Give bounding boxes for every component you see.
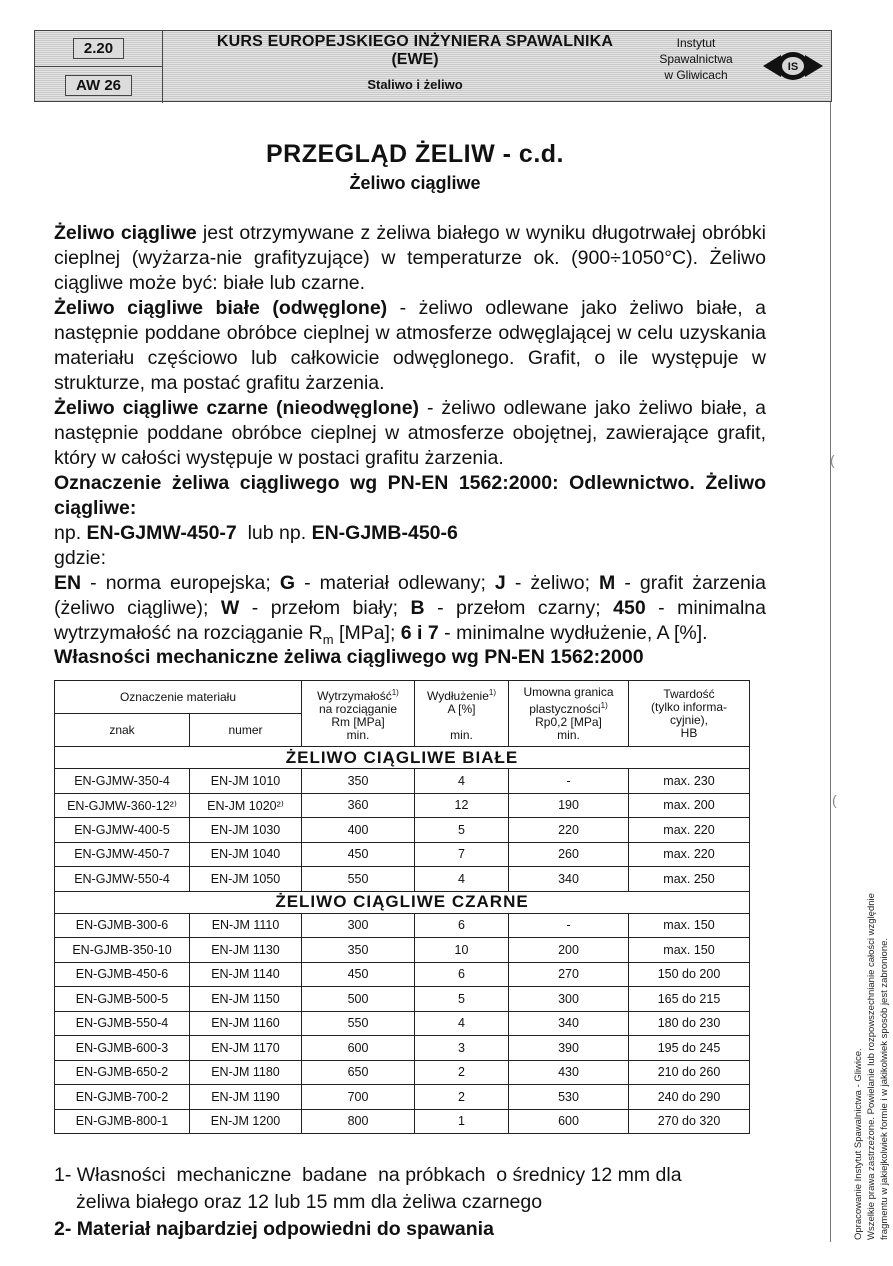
body-text (54, 221, 766, 652)
designation-legend: EN - norma europejska; G - materiał odlewany; J - żeliwo; M - grafit żarzenia (żeliwo ciągliwe); W - przełom biały; B - przełom czarny; 450 - minimalna wytrzymałość na rozciąganie $R_m$ [MPa]; 6 i 7 - minimalne wydłużenie, A [%]. (54, 572, 767, 647)
page-subtitle: Żeliwo ciągliwe (349, 173, 481, 193)
table-cell: 450 (302, 962, 415, 987)
table-cell: - (509, 913, 629, 938)
table-cell: max. 230 (629, 769, 750, 794)
properties-table (54, 680, 750, 1134)
table-cell: max. 200 (629, 793, 750, 818)
table-cell: EN-GJMB-450-6 (55, 962, 190, 987)
table-cell: max. 150 (629, 913, 750, 938)
course-title: KURS EUROPEJSKIEGO INŻYNIERA SPAWALNIKA (216, 33, 614, 50)
table-cell: 300 (509, 987, 629, 1012)
table-row (55, 987, 750, 1012)
table-cell: EN-GJMW-400-5 (55, 818, 190, 843)
table-cell: 2 (415, 1085, 509, 1110)
page-title: PRZEGLĄD ŻELIW - c.d. (266, 140, 564, 168)
footnotes (54, 1162, 766, 1243)
table-cell: 430 (509, 1060, 629, 1085)
table-cell: 200 (509, 938, 629, 963)
table-cell: 195 do 245 (629, 1036, 750, 1061)
table-row (55, 1109, 750, 1134)
table-cell: 340 (509, 1011, 629, 1036)
paragraph-intro: Żeliwo ciągliwe jest otrzymywane z żeliwa białego w wyniku długotrwałej obróbki cieplnej (wyżarza-nie grafityzujące) w temperaturze ok. (900÷1050°C). Żeliwo ciągliwe może być: białe lub czarne. (54, 222, 766, 294)
table-cell: 4 (415, 769, 509, 794)
table-cell: max. 250 (629, 867, 750, 892)
table-cell: 450 (302, 842, 415, 867)
table-cell: EN-GJMW-350-4 (55, 769, 190, 794)
designation-where: gdzie: (54, 547, 107, 569)
margin-rule (830, 102, 831, 1242)
table-cell: 390 (509, 1036, 629, 1061)
svg-text:IS: IS (787, 61, 799, 73)
table-cell: max. 220 (629, 818, 750, 843)
table-cell: EN-JM 1190 (190, 1085, 302, 1110)
table-cell: EN-JM 1130 (190, 938, 302, 963)
header-znak: znak (55, 714, 190, 747)
table-cell: 300 (302, 913, 415, 938)
course-abbrev: (EWE) (391, 51, 439, 68)
table-cell: EN-GJMW-550-4 (55, 867, 190, 892)
section-row-black: ŻELIWO CIĄGLIWE CZARNE (55, 891, 750, 913)
table-cell: 260 (509, 842, 629, 867)
table-cell: 700 (302, 1085, 415, 1110)
margin-mark: ( (832, 792, 837, 808)
table-cell: 350 (302, 938, 415, 963)
table-cell: EN-JM 1150 (190, 987, 302, 1012)
table-cell: EN-GJMB-300-6 (55, 913, 190, 938)
table-row (55, 1085, 750, 1110)
header-numer: numer (190, 714, 302, 747)
table-cell: 220 (509, 818, 629, 843)
table-cell: EN-GJMB-700-2 (55, 1085, 190, 1110)
header-yield: Umowna granica plastyczności$^{1)}$ Rp0,2 [MPa] min. (509, 681, 629, 747)
table-cell: 340 (509, 867, 629, 892)
table-cell: 350 (302, 769, 415, 794)
table-cell: EN-GJMW-450-7 (55, 842, 190, 867)
section-code: 2.20 (35, 31, 163, 67)
paragraph-white: Żeliwo ciągliwe białe (odwęglone) - żeliwo odlewane jako żeliwo białe, a następnie poddane obróbce cieplnej w atmosferze odwęglającej w celu uzyskania materiału częściowo lub całkowicie odwęglonego. Grafit, o ile występuje w strukturze, ma postać grafitu żarzenia. (54, 297, 766, 394)
table-cell: EN-JM 1200 (190, 1109, 302, 1134)
table-cell: 4 (415, 867, 509, 892)
table-cell: 210 do 260 (629, 1060, 750, 1085)
table-cell: 550 (302, 1011, 415, 1036)
table-cell: EN-GJMB-550-4 (55, 1011, 190, 1036)
table-cell: 2 (415, 1060, 509, 1085)
table-row (55, 1011, 750, 1036)
table-cell: max. 150 (629, 938, 750, 963)
table-cell: EN-JM 1180 (190, 1060, 302, 1085)
table-cell: - (509, 769, 629, 794)
table-cell: EN-JM 1030 (190, 818, 302, 843)
footnote-1: 1- Własności mechaniczne badane na próbkach o średnicy 12 mm dla żeliwa białego oraz 12 lub 15 mm dla żeliwa czarnego (54, 1164, 682, 1213)
table-cell: 240 do 290 (629, 1085, 750, 1110)
table-cell: EN-JM 1170 (190, 1036, 302, 1061)
header-elongation: Wydłużenie$^{1)}$ A [%] min. (415, 681, 509, 747)
table-cell: 600 (509, 1109, 629, 1134)
designation-heading: Oznaczenie żeliwa ciągliwego wg PN-EN 1562:2000: Odlewnictwo. Żeliwo ciągliwe: (54, 472, 766, 519)
institute-name: Instytut Spawalnictwa w Gliwicach (659, 36, 733, 82)
table-cell: EN-GJMB-650-2 (55, 1060, 190, 1085)
table-row (55, 938, 750, 963)
table-cell: 600 (302, 1036, 415, 1061)
table-row (55, 867, 750, 892)
table-row (55, 1060, 750, 1085)
table-cell: 3 (415, 1036, 509, 1061)
table-row (55, 962, 750, 987)
table-body (55, 747, 750, 1134)
table-row (55, 913, 750, 938)
header-hardness: Twardość (tylko informa- cyjnie), HB (629, 681, 750, 747)
table-cell: 550 (302, 867, 415, 892)
table-cell: 360 (302, 793, 415, 818)
table-cell: 500 (302, 987, 415, 1012)
paragraph-black: Żeliwo ciągliwe czarne (nieodwęglone) - żeliwo odlewane jako żeliwo białe, a następnie poddane obróbce cieplnej w atmosferze obojętnej, zawierające grafit, który w całości występuje w postaci grafitu żarzenia. (54, 397, 766, 469)
table-cell: EN-JM 1160 (190, 1011, 302, 1036)
page-header (34, 30, 832, 102)
table-cell: 6 (415, 913, 509, 938)
table-cell: 165 do 215 (629, 987, 750, 1012)
table-cell: 400 (302, 818, 415, 843)
table-row (55, 769, 750, 794)
table-cell: 12 (415, 793, 509, 818)
table-cell: EN-JM 1040 (190, 842, 302, 867)
table-caption: Własności mechaniczne żeliwa ciągliwego wg PN-EN 1562:2000 (54, 646, 644, 668)
table-row (55, 1036, 750, 1061)
table-cell: EN-GJMW-360-12²⁾ (55, 793, 190, 818)
table-cell: 6 (415, 962, 509, 987)
table-cell: EN-GJMB-350-10 (55, 938, 190, 963)
table-cell: 1 (415, 1109, 509, 1134)
table-cell: 5 (415, 818, 509, 843)
table-cell: 270 (509, 962, 629, 987)
margin-mark: ( (830, 452, 835, 468)
table-cell: EN-GJMB-500-5 (55, 987, 190, 1012)
table-row (55, 842, 750, 867)
designation-example: np. EN-GJMW-450-7 lub np. EN-GJMB-450-6 (54, 522, 458, 544)
sheet-code: AW 26 (35, 67, 163, 103)
table-cell: EN-GJMB-800-1 (55, 1109, 190, 1134)
table-cell: EN-JM 1140 (190, 962, 302, 987)
table-cell: EN-JM 1050 (190, 867, 302, 892)
table-row (55, 818, 750, 843)
table-cell: 530 (509, 1085, 629, 1110)
table-cell: 270 do 320 (629, 1109, 750, 1134)
table-row (55, 793, 750, 818)
table-cell: EN-JM 1010 (190, 769, 302, 794)
footnote-2: 2- Materiał najbardziej odpowiedni do spawania (54, 1218, 494, 1240)
table-cell: EN-JM 1020²⁾ (190, 793, 302, 818)
section-row-white: ŻELIWO CIĄGLIWE BIAŁE (55, 747, 750, 769)
copyright-note: Opracowanie Instytut Spawalnictwa - Gliwice. Wszelkie prawa zastrzeżone. Powielanie lub rozpowszechnianie całości względnie fragmentu w jakiejkolwiek formie i w jakikolwiek sposób jest zabronione. (853, 893, 890, 1240)
table-cell: 10 (415, 938, 509, 963)
header-tensile: Wytrzymałość$^{1)}$ na rozciąganie Rm [MPa] min. (302, 681, 415, 747)
table-cell: 180 do 230 (629, 1011, 750, 1036)
table-cell: max. 220 (629, 842, 750, 867)
header-material: Oznaczenie materiału (55, 681, 302, 714)
course-topic: Staliwo i żeliwo (367, 77, 463, 92)
table-cell: 150 do 200 (629, 962, 750, 987)
table-cell: 4 (415, 1011, 509, 1036)
table-cell: EN-JM 1110 (190, 913, 302, 938)
table-cell: 190 (509, 793, 629, 818)
institute-logo-icon (761, 47, 825, 85)
table-cell: EN-GJMB-600-3 (55, 1036, 190, 1061)
table-cell: 800 (302, 1109, 415, 1134)
table-cell: 7 (415, 842, 509, 867)
table-cell: 650 (302, 1060, 415, 1085)
table-cell: 5 (415, 987, 509, 1012)
